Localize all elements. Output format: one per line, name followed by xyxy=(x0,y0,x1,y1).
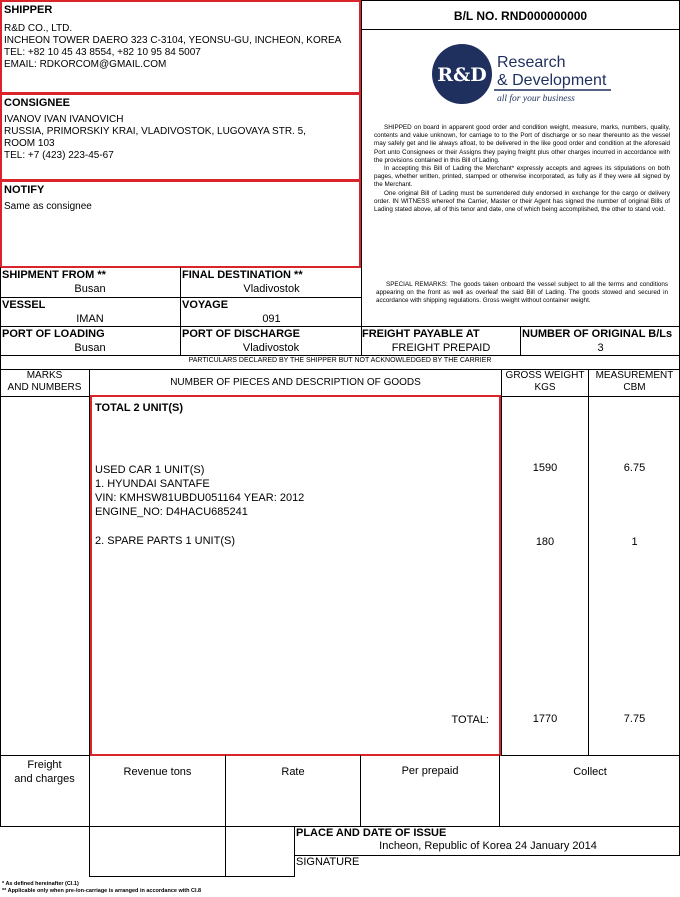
shipper-email: EMAIL: RDKORCOM@GMAIL.COM xyxy=(4,59,167,70)
voyage-value: 091 xyxy=(262,313,281,325)
voyage-label: VOYAGE xyxy=(182,299,229,311)
measurement-header-line-1: MEASUREMENT xyxy=(595,370,674,381)
freight-payable-label: FREIGHT PAYABLE AT xyxy=(362,328,480,340)
original-bls-label: NUMBER OF ORIGINAL B/Ls xyxy=(522,328,673,340)
item-1-weight: 1590 xyxy=(532,462,558,474)
footnotes xyxy=(2,881,201,895)
terms-paragraph-2: In accepting this Bill of Lading the Merchant* expressly accepts and agrees its stipulations on both pages, whether written, printed, stamped or otherwise incorporated, as fully as if they were all signed by the Merchant. xyxy=(374,165,670,189)
logo-line-2: & Development xyxy=(497,72,607,89)
description-header: NUMBER OF PIECES AND DESCRIPTION OF GOODS xyxy=(170,377,421,388)
gross-weight-header-line-2: KGS xyxy=(534,382,556,393)
item-2-title: 2. SPARE PARTS 1 UNIT(S) xyxy=(95,535,235,547)
freight-charges-label xyxy=(0,758,89,786)
per-prepaid-label: Per prepaid xyxy=(401,765,459,777)
freight-charges-line-1: Freight xyxy=(27,759,62,771)
particulars-note: PARTICULARS DECLARED BY THE SHIPPER BUT NOT ACKNOWLEDGED BY THE CARRIER xyxy=(188,357,492,364)
issue-value: Incheon, Republic of Korea 24 January 2014 xyxy=(379,840,597,852)
port-of-loading-value: Busan xyxy=(74,342,106,354)
consignee-address-1: RUSSIA, PRIMORSKIY KRAI, VLADIVOSTOK, LUGOVAYA STR. 5, xyxy=(4,126,306,137)
vessel-label: VESSEL xyxy=(2,299,46,311)
terms-paragraph-1: SHIPPED on board in apparent good order and condition weight, measure, marks, numbers, quality, contents and value unknown, for carriage to to the Port of discharge or so near thereunto as the vessel may safely get and lie always afloat, to be delivered in the like good order and condition at the aforesaid Port unto Consignees or their Assigns they paying freight plus other charges incurred in accordance with the provisions contained in this Bill of Lading. xyxy=(374,124,670,164)
total-label: TOTAL: xyxy=(451,714,489,726)
total-units: TOTAL 2 UNIT(S) xyxy=(95,402,183,414)
terms-text xyxy=(374,124,670,214)
shipper-label: SHIPPER xyxy=(4,4,53,16)
footnote-2: ** Applicable only when pre-/on-carriage is arranged in accordance with Cl.8 xyxy=(2,888,202,894)
port-of-discharge-label: PORT OF DISCHARGE xyxy=(182,328,300,340)
port-of-loading-label: PORT OF LOADING xyxy=(2,328,105,340)
goods-description-box xyxy=(90,395,501,756)
rate-label: Rate xyxy=(281,766,305,778)
item-1-model: 1. HYUNDAI SANTAFE xyxy=(95,478,210,490)
logo-line-1: Research xyxy=(497,54,566,71)
issue-label: PLACE AND DATE OF ISSUE xyxy=(296,827,447,839)
marks-header-line-2: AND NUMBERS xyxy=(7,382,82,393)
goods-item-1 xyxy=(95,463,304,519)
final-destination-label: FINAL DESTINATION ** xyxy=(182,269,303,281)
measurement-header xyxy=(589,370,680,394)
marks-header-line-1: MARKS xyxy=(26,370,63,381)
final-destination-value: Vladivostok xyxy=(243,283,300,295)
revenue-tons-label: Revenue tons xyxy=(123,766,192,778)
footnote-1: * As defined hereinafter (Cl.1) xyxy=(2,881,79,887)
collect-label: Collect xyxy=(573,766,607,778)
shipper-name: R&D CO., LTD. xyxy=(4,23,73,34)
shipper-details xyxy=(4,23,360,71)
total-cbm: 7.75 xyxy=(623,713,646,725)
logo-icon xyxy=(429,43,619,113)
item-1-cbm: 6.75 xyxy=(623,462,646,474)
item-1-engine: ENGINE_NO: D4HACU685241 xyxy=(95,506,248,518)
bl-number-box xyxy=(361,0,680,30)
consignee-label: CONSIGNEE xyxy=(4,97,71,109)
company-logo xyxy=(429,43,619,113)
shipment-from-value: Busan xyxy=(74,283,106,295)
consignee-address-2: ROOM 103 xyxy=(4,138,55,149)
shipper-box xyxy=(0,0,361,94)
notify-label: NOTIFY xyxy=(4,184,45,196)
freight-payable-value: FREIGHT PREPAID xyxy=(391,342,491,354)
logo-tagline: all for your business xyxy=(497,94,575,104)
shipper-tel: TEL: +82 10 45 43 8554, +82 10 95 84 5007 xyxy=(4,47,201,58)
notify-value: Same as consignee xyxy=(4,201,92,212)
marks-header xyxy=(0,370,89,394)
terms-paragraph-3: One original Bill of Lading must be surrendered duly endorsed in exchange for the cargo or delivery order. IN WITNESS whereof the Carrier, Master or their Agent has signed the number of original Bills of Lading stated above, all of this tenor and date, one of which being accomplished, the other to stand void. xyxy=(374,189,670,214)
total-weight: 1770 xyxy=(532,713,558,725)
signature-label: SIGNATURE xyxy=(296,856,360,868)
item-2-cbm: 1 xyxy=(631,536,638,548)
item-1-title: USED CAR 1 UNIT(S) xyxy=(95,464,205,476)
special-remarks: SPECIAL REMARKS: The goods taken onboard the vessel subject to all the terms and conditions appearing on the front as well as overleaf the said Bill of Lading. The goods stowed and secured in accordance with shipping regulations. Gross weight without container weight. xyxy=(376,281,668,305)
original-bls-value: 3 xyxy=(597,342,604,354)
terms-box xyxy=(361,29,680,327)
measurement-header-line-2: CBM xyxy=(623,382,646,393)
consignee-details xyxy=(4,114,360,162)
bl-number: B/L NO. RND000000000 xyxy=(453,9,588,23)
shipment-from-label: SHIPMENT FROM ** xyxy=(2,269,106,281)
gross-weight-header xyxy=(502,370,588,394)
consignee-name: IVANOV IVAN IVANOVICH xyxy=(4,114,124,125)
logo-monogram: R&D xyxy=(437,64,487,86)
item-2-weight: 180 xyxy=(535,536,555,548)
port-of-discharge-value: Vladivostok xyxy=(242,342,300,354)
item-1-vin: VIN: KMHSW81UBDU051164 YEAR: 2012 xyxy=(95,492,305,504)
shipper-address: INCHEON TOWER DAERO 323 C-3104, YEONSU-GU, INCHEON, KOREA xyxy=(4,35,342,46)
gross-weight-header-line-1: GROSS WEIGHT xyxy=(505,370,585,381)
vessel-value: IMAN xyxy=(76,313,104,325)
particulars-note-row xyxy=(0,355,680,370)
notify-box xyxy=(0,180,361,268)
consignee-tel: TEL: +7 (423) 223-45-67 xyxy=(4,150,114,161)
freight-charges-line-2: and charges xyxy=(14,773,75,785)
consignee-box xyxy=(0,93,361,181)
